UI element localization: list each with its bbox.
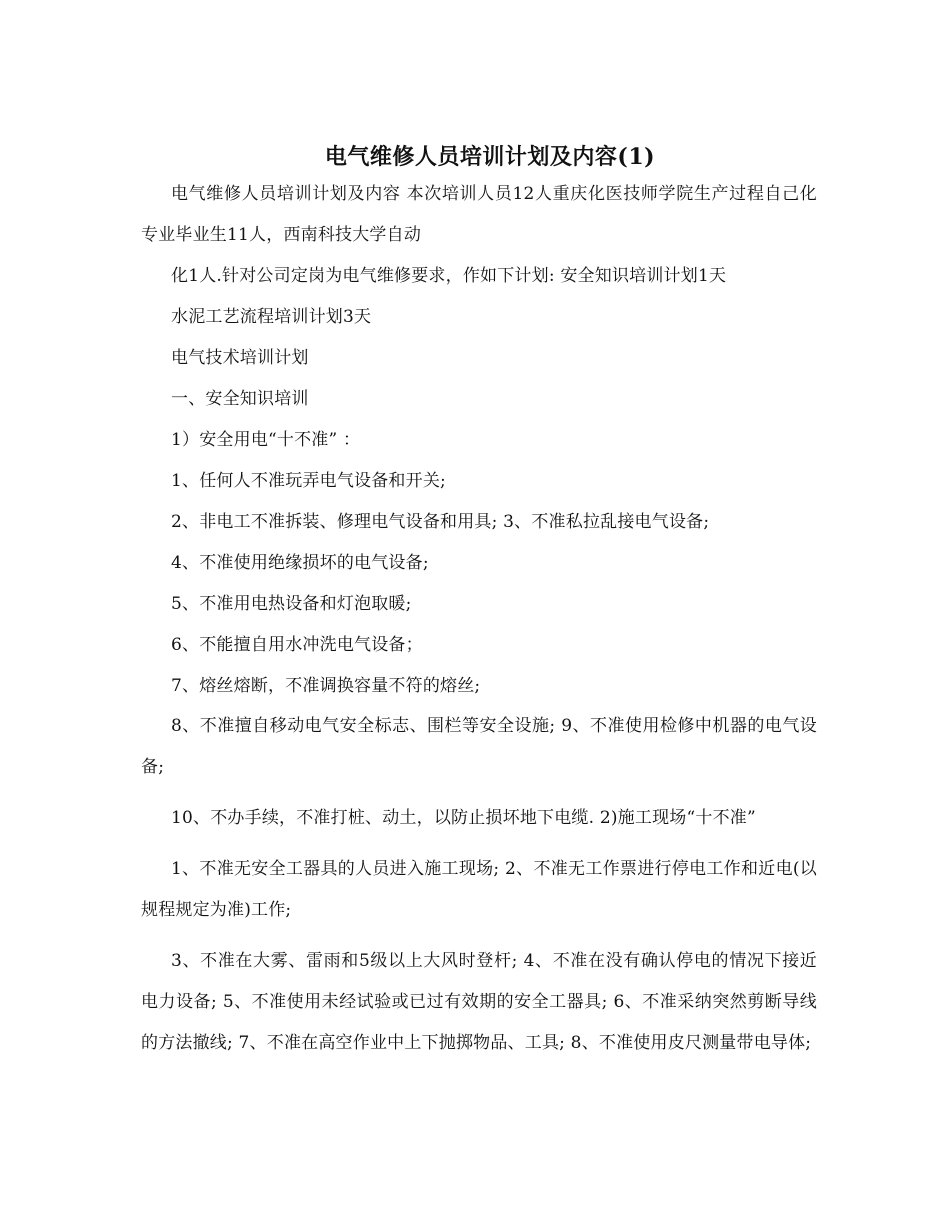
list-item: 2、非电工不准拆装、修理电气设备和用具; 3、不准私拉乱接电气设备;: [171, 512, 710, 532]
list-item: 1、不准无安全工器具的人员进入施工现场; 2、不准无工作票进行停电工作和近电(以规程规定为准)工作;: [141, 859, 817, 920]
list-item: 8、不准擅自移动电气安全标志、围栏等安全设施; 9、不准使用检修中机器的电气设备;: [141, 716, 817, 777]
list-item: 4、不准使用绝缘损坏的电气设备;: [171, 553, 429, 573]
paragraph-plan-cement: 水泥工艺流程培训计划3天: [171, 307, 372, 327]
section-heading-safety: 一、安全知识培训: [171, 389, 309, 409]
list-item: 5、不准用电热设备和灯泡取暖;: [171, 594, 412, 614]
paragraph-intro: 电气维修人员培训计划及内容 本次培训人员12人重庆化医技师学院生产过程自己化专业毕业生11人，西南科技大学自动: [141, 184, 817, 245]
list-item: 7、熔丝熔断，不准调换容量不符的熔丝;: [171, 676, 481, 696]
list-item: 3、不准在大雾、雷雨和5级以上大风时登杆; 4、不准在没有确认停电的情况下接近电力设备; 5、不准使用未经试验或已过有效期的安全工器具; 6、不准采纳突然剪断导线的方法撤线; 7、不准在高空作业中上下抛掷物品、工具; 8、不准使用皮尺测量带电导体;: [141, 951, 817, 1053]
paragraph-plan-electrical: 电气技术培训计划: [171, 348, 309, 368]
list-item: 6、不能擅自用水冲洗电气设备；: [171, 635, 423, 655]
list-item: 1、任何人不准玩弄电气设备和开关;: [171, 471, 446, 491]
subheading-ten-rules: 1）安全用电“十不准” ：: [171, 430, 361, 450]
list-item: 10、不办手续，不准打桩、动土，以防止损坏地下电缆. 2)施工现场“十不准”: [171, 808, 756, 828]
document-title: 电气维修人员培训计划及内容(1): [324, 144, 656, 170]
paragraph-plan-safety: 化1人.针对公司定岗为电气维修要求，作如下计划: 安全知识培训计划1天: [171, 266, 727, 286]
document-body: [141, 185, 817, 1074]
